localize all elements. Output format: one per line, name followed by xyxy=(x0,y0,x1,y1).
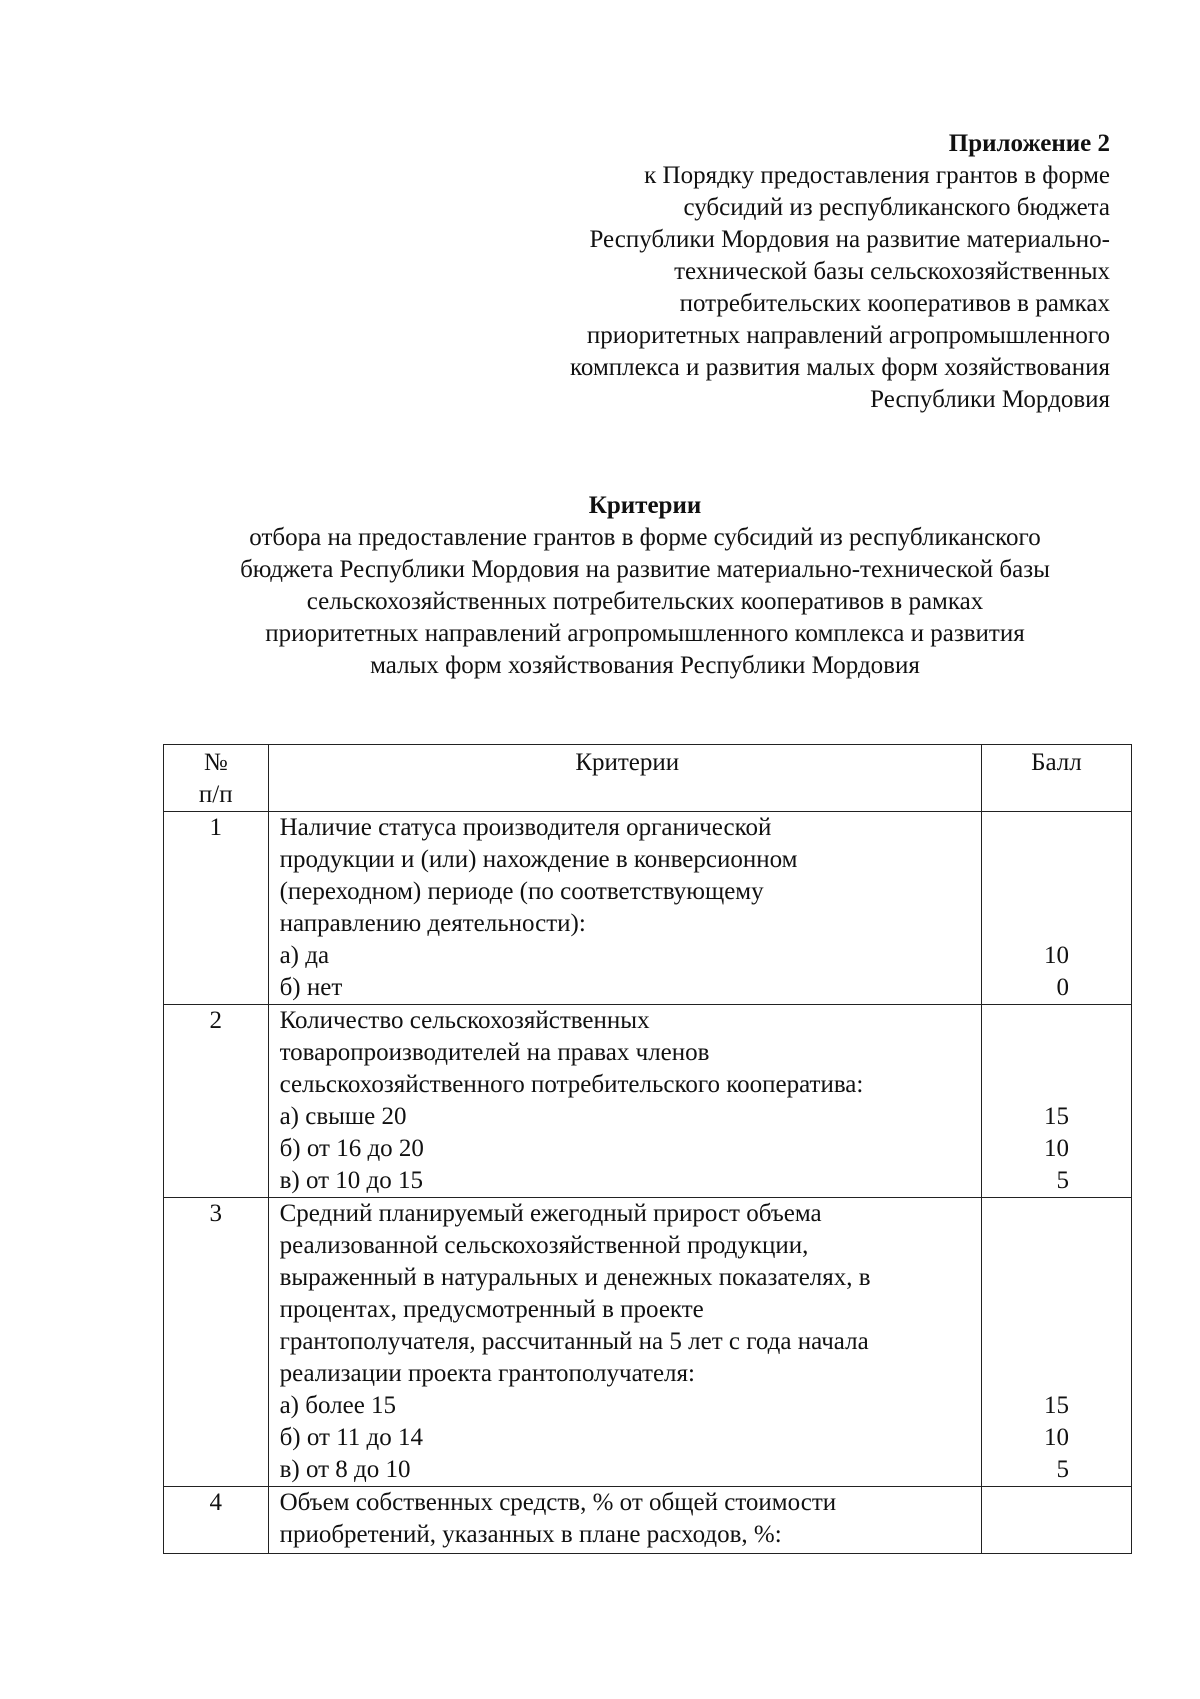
score-value xyxy=(982,908,1131,940)
score-value xyxy=(982,1005,1131,1037)
row-criteria xyxy=(268,1005,981,1198)
row-number: 4 xyxy=(164,1487,269,1554)
appendix-line: приоритетных направлений агропромышленного xyxy=(586,322,1110,349)
score-value: 5 xyxy=(1056,1456,1069,1483)
row-number: 1 xyxy=(164,812,269,1005)
criteria-text-line: б) нет xyxy=(279,974,343,1001)
row-number: 3 xyxy=(164,1198,269,1487)
criteria-text-line: а) более 15 xyxy=(279,1392,397,1419)
appendix-line: технической базы сельскохозяйственных xyxy=(674,258,1110,285)
criteria-subtitle-line: малых форм хозяйствования Республики Мордовия xyxy=(370,652,920,679)
header-criteria: Критерии xyxy=(268,745,981,812)
criteria-subtitle-line: сельскохозяйственных потребительских кооперативов в рамках xyxy=(306,588,984,615)
criteria-subtitle-line: отбора на предоставление грантов в форме субсидий из республиканского xyxy=(249,524,1041,551)
row-score xyxy=(981,1487,1131,1554)
score-value xyxy=(982,1262,1131,1294)
criteria-text-line: б) от 16 до 20 xyxy=(279,1135,424,1162)
criteria-text-line: продукции и (или) нахождение в конверсионном xyxy=(279,846,798,873)
table-row xyxy=(164,1487,1132,1554)
score-value xyxy=(982,1230,1131,1262)
criteria-text-line: процентах, предусмотренный в проекте xyxy=(279,1296,704,1323)
appendix-line: комплекса и развития малых форм хозяйствования xyxy=(570,354,1110,381)
appendix-line: потребительских кооперативов в рамках xyxy=(679,290,1110,317)
score-value xyxy=(982,1294,1131,1326)
appendix-line: Республики Мордовия на развитие материально- xyxy=(589,226,1110,253)
score-value xyxy=(982,844,1131,876)
appendix-line: Республики Мордовия xyxy=(870,386,1110,413)
score-value xyxy=(982,1326,1131,1358)
table-row xyxy=(164,1005,1132,1198)
table-row xyxy=(164,1198,1132,1487)
header-num xyxy=(164,745,269,812)
row-score xyxy=(981,1005,1131,1198)
criteria-text-line: сельскохозяйственного потребительского кооператива: xyxy=(279,1071,864,1098)
header-num-label: п/п xyxy=(198,781,233,808)
criteria-text-line: в) от 8 до 10 xyxy=(279,1456,411,1483)
criteria-text-line: Объем собственных средств, % от общей стоимости xyxy=(279,1489,837,1516)
row-criteria xyxy=(268,812,981,1005)
score-value xyxy=(982,1069,1131,1101)
score-value: 10 xyxy=(1044,942,1069,969)
score-value xyxy=(982,1519,1131,1551)
table-body xyxy=(164,812,1132,1554)
score-value: 5 xyxy=(1056,1167,1069,1194)
criteria-text-line: а) свыше 20 xyxy=(279,1103,407,1130)
score-value: 15 xyxy=(1044,1103,1069,1130)
appendix-block xyxy=(470,128,1110,416)
criteria-subtitle-line: бюджета Республики Мордовия на развитие материально-технической базы xyxy=(240,556,1050,583)
table-row xyxy=(164,812,1132,1005)
table-header-row xyxy=(164,745,1132,812)
criteria-text-line: Количество сельскохозяйственных xyxy=(279,1007,650,1034)
criteria-text-line: выраженный в натуральных и денежных показателях, в xyxy=(279,1264,871,1291)
header-score: Балл xyxy=(981,745,1131,812)
criteria-text-line: грантополучателя, рассчитанный на 5 лет с года начала xyxy=(279,1328,869,1355)
criteria-table xyxy=(163,744,1132,1554)
criteria-text-line: приобретений, указанных в плане расходов, %: xyxy=(279,1521,782,1548)
appendix-title: Приложение 2 xyxy=(948,130,1110,157)
score-value: 15 xyxy=(1044,1392,1069,1419)
criteria-text-line: реализации проекта грантополучателя: xyxy=(279,1360,695,1387)
criteria-heading xyxy=(150,490,1140,682)
score-value xyxy=(982,876,1131,908)
appendix-line: к Порядку предоставления грантов в форме xyxy=(644,162,1110,189)
criteria-text-line: реализованной сельскохозяйственной продукции, xyxy=(279,1232,809,1259)
score-value: 0 xyxy=(1056,974,1069,1001)
score-value xyxy=(982,1198,1131,1230)
row-number: 2 xyxy=(164,1005,269,1198)
row-criteria xyxy=(268,1487,981,1554)
criteria-text-line: а) да xyxy=(279,942,330,969)
score-value: 10 xyxy=(1044,1424,1069,1451)
score-value: 10 xyxy=(1044,1135,1069,1162)
criteria-title: Критерии xyxy=(588,492,702,519)
criteria-text-line: б) от 11 до 14 xyxy=(279,1424,423,1451)
appendix-line: субсидий из республиканского бюджета xyxy=(683,194,1110,221)
criteria-text-line: Наличие статуса производителя органической xyxy=(279,814,772,841)
criteria-text-line: направлению деятельности): xyxy=(279,910,586,937)
criteria-text-line: в) от 10 до 15 xyxy=(279,1167,424,1194)
score-value xyxy=(982,1037,1131,1069)
score-value xyxy=(982,1487,1131,1519)
header-num-symbol: № xyxy=(203,749,228,776)
score-value xyxy=(982,812,1131,844)
row-score xyxy=(981,1198,1131,1487)
row-score xyxy=(981,812,1131,1005)
criteria-text-line: Средний планируемый ежегодный прирост объема xyxy=(279,1200,822,1227)
row-criteria xyxy=(268,1198,981,1487)
score-value xyxy=(982,1358,1131,1390)
criteria-text-line: (переходном) периоде (по соответствующему xyxy=(279,878,764,905)
criteria-subtitle-line: приоритетных направлений агропромышленного комплекса и развития xyxy=(265,620,1025,647)
criteria-text-line: товаропроизводителей на правах членов xyxy=(279,1039,710,1066)
